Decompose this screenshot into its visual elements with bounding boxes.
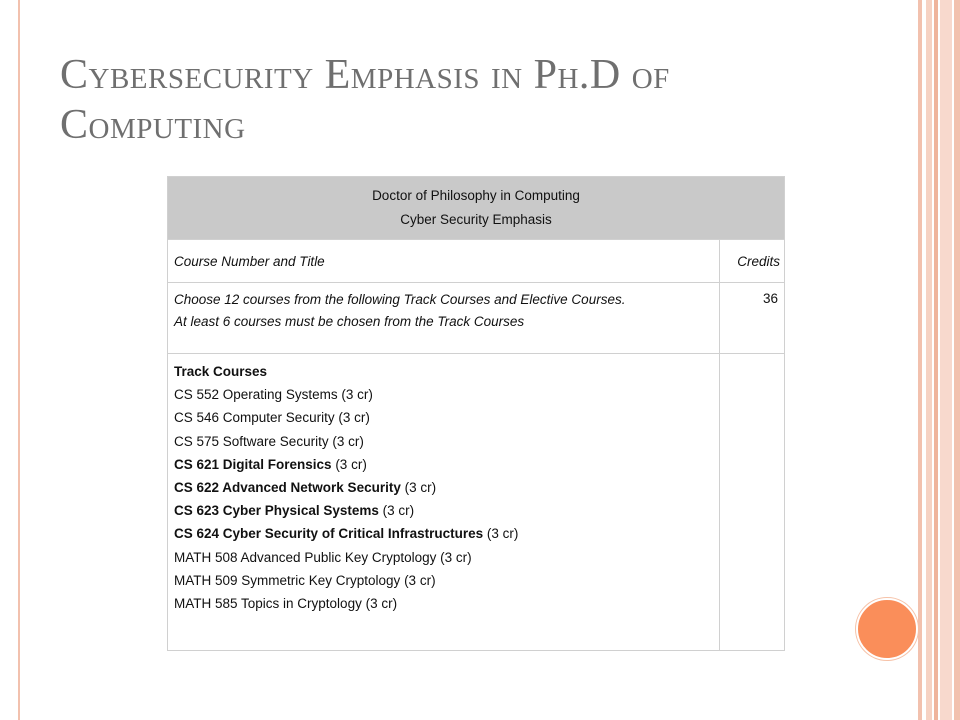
right-decor-stripe — [918, 0, 922, 720]
course-line — [174, 383, 713, 406]
requirement-cell — [168, 283, 720, 354]
course-line — [174, 592, 713, 615]
track-courses-cell — [168, 354, 720, 651]
program-title: Doctor of Philosophy in Computing — [372, 188, 580, 203]
track-courses-heading: Track Courses — [174, 364, 268, 379]
slide-title — [60, 50, 820, 150]
course-name: CS 624 Cyber Security of Critical Infrastructures — [174, 526, 484, 542]
right-decor-stripe — [954, 0, 960, 720]
course-credit: (3 cr) — [436, 549, 472, 565]
left-frame-line — [18, 0, 20, 720]
table-row — [168, 354, 785, 651]
right-decor-stripe — [940, 0, 952, 720]
course-line — [174, 406, 713, 429]
course-name: CS 546 Computer Security — [174, 410, 335, 426]
course-credit: (3 cr) — [331, 456, 367, 472]
course-line — [174, 546, 713, 569]
slide-title-line2: Computing — [60, 102, 246, 148]
course-list — [174, 383, 713, 615]
course-credit: (3 cr) — [328, 433, 364, 449]
course-name: MATH 508 Advanced Public Key Cryptology — [174, 549, 437, 565]
column-header-credits: Credits — [720, 240, 785, 283]
course-credit: (3 cr) — [400, 480, 437, 496]
requirement-line1: Choose 12 courses from the following Track Courses and Elective Courses. — [174, 292, 626, 307]
course-credit: (3 cr) — [361, 596, 398, 612]
right-decor-stripe — [926, 0, 932, 720]
course-line — [174, 453, 713, 476]
course-line — [174, 499, 713, 522]
slide-title-line1: Cybersecurity Emphasis in Ph.D of — [60, 52, 670, 98]
course-name: CS 575 Software Security — [174, 433, 329, 449]
course-line — [174, 430, 713, 453]
right-decor-stripe — [934, 0, 938, 720]
course-credit: (3 cr) — [337, 387, 373, 403]
course-credit: (3 cr) — [483, 526, 519, 542]
requirement-line2: At least 6 courses must be chosen from the Track Courses — [174, 314, 525, 329]
course-name: MATH 585 Topics in Cryptology — [174, 596, 362, 612]
course-table — [167, 176, 785, 651]
table-header-cell — [168, 177, 785, 240]
column-header-course: Course Number and Title — [168, 240, 720, 283]
course-name: CS 552 Operating Systems — [174, 387, 338, 403]
course-name: CS 622 Advanced Network Security — [174, 480, 401, 496]
course-line — [174, 569, 713, 592]
course-name: CS 623 Cyber Physical Systems — [174, 503, 379, 519]
course-line — [174, 522, 713, 545]
course-line — [174, 476, 713, 499]
track-credits-cell — [720, 354, 785, 651]
course-credit: (3 cr) — [400, 572, 436, 588]
column-header-row — [168, 240, 785, 283]
requirement-credits: 36 — [720, 283, 785, 354]
course-name: CS 621 Digital Forensics — [174, 456, 332, 472]
orange-circle-decoration — [856, 598, 918, 660]
course-credit: (3 cr) — [334, 410, 370, 426]
course-credit: (3 cr) — [378, 503, 415, 519]
table-row — [168, 283, 785, 354]
course-name: MATH 509 Symmetric Key Cryptology — [174, 572, 401, 588]
emphasis-title: Cyber Security Emphasis — [400, 212, 552, 227]
table-header-row — [168, 177, 785, 240]
